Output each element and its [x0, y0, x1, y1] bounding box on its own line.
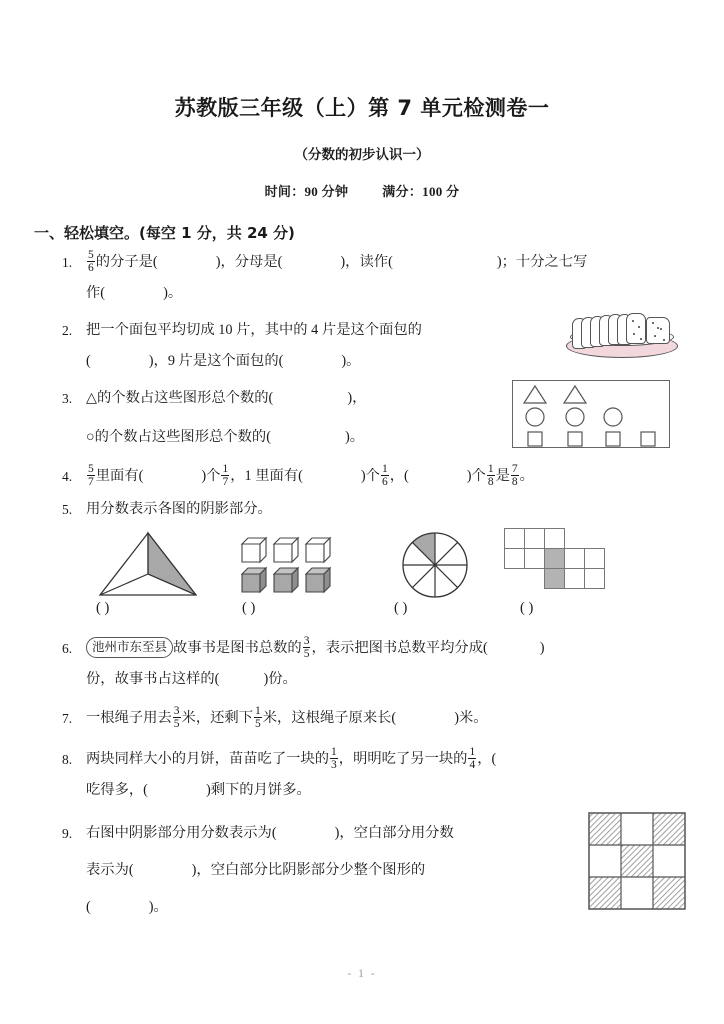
- checkerboard-svg: [588, 812, 686, 910]
- question-8: [62, 744, 724, 806]
- q2-text-2: (: [86, 353, 91, 370]
- staircase-grid: [486, 528, 604, 598]
- q8-text-2: ，明明吃了另一块的: [338, 751, 468, 768]
- q5-text-1: 用分数表示各图的阴影部分。: [86, 501, 272, 518]
- q7-text-2: 米，还剩下: [181, 710, 254, 727]
- q4-text-3: ，1 里面有(: [230, 468, 303, 485]
- q4-text-1: 里面有(: [95, 468, 144, 485]
- shaded-cell: [653, 813, 685, 845]
- q6-text-1: 故事书是图书总数的: [173, 640, 302, 657]
- q4-text-2: )个: [201, 468, 221, 485]
- q9-text-5: (: [86, 899, 91, 916]
- q8-text-1: 两块同样大小的月饼，苗苗吃了一块的: [86, 751, 330, 768]
- q5-grid-figure: [486, 528, 604, 598]
- question-7: [62, 703, 724, 734]
- fraction-1-7: $\frac{1}{7}$: [222, 463, 229, 489]
- grid-cell: [564, 548, 585, 569]
- question-9-number: 9.: [62, 826, 73, 842]
- grid-cell-shaded: [544, 548, 565, 569]
- city-tag: 池州市东至县: [86, 637, 173, 658]
- q5-answer-3[interactable]: ( ): [394, 600, 408, 616]
- fraction-1-6: $\frac{1}{6}$: [381, 463, 388, 489]
- question-7-number: 7.: [62, 711, 73, 727]
- question-6: [62, 633, 724, 695]
- triangle-thirds-svg: [96, 530, 200, 600]
- q9-text-6: )。: [148, 899, 168, 916]
- bread-slice-cut: [646, 317, 670, 344]
- triangle-icon: [564, 386, 586, 403]
- question-5: [62, 494, 724, 525]
- circle-icon: [566, 408, 584, 426]
- q9-text-1: 右图中阴影部分用分数表示为(: [86, 825, 277, 842]
- shapes-count-figure: [512, 380, 670, 448]
- q9-checker-figure: [588, 812, 686, 915]
- q1-text-5: 作(: [86, 285, 106, 302]
- q3-text-1: △的个数占这些图形总个数的(: [86, 390, 274, 407]
- q4-text-4: )个: [360, 468, 380, 485]
- cube-white: [274, 538, 298, 562]
- triangle-icon: [524, 386, 546, 403]
- shaded-sector: [412, 533, 435, 565]
- q4-text-7: 是: [495, 468, 510, 485]
- square-icon: [528, 432, 542, 446]
- grid-cell: [504, 548, 525, 569]
- q4-text-5: ，(: [389, 468, 409, 485]
- q5-triangle-figure: [96, 530, 200, 605]
- grid-cell: [524, 528, 545, 549]
- q7-text-1: 一根绳子用去: [86, 710, 172, 727]
- question-1-number: 1.: [62, 255, 73, 271]
- shaded-cell: [653, 877, 685, 909]
- q2-text-4: )。: [341, 353, 361, 370]
- six-cubes-svg: [240, 532, 344, 596]
- grid-cell: [524, 548, 545, 569]
- shaded-cell: [589, 813, 621, 845]
- fraction-1-8: $\frac{1}{8}$: [487, 463, 494, 489]
- cube-white: [242, 538, 266, 562]
- grid-cell: [564, 568, 585, 589]
- shapes-svg: [513, 381, 671, 449]
- page-title: 苏教版三年级（上）第 7 单元检测卷一: [174, 96, 550, 120]
- question-6-number: 6.: [62, 641, 73, 657]
- cube-shaded: [306, 568, 330, 592]
- grid-cell: [584, 548, 605, 569]
- fraction-5-7: $\frac{5}{7}$: [88, 463, 94, 489]
- q6-text-3: ): [539, 640, 545, 657]
- q5-pie-figure: [398, 528, 472, 607]
- grid-cell-shaded: [544, 568, 565, 589]
- q4-text-8: 。: [519, 468, 534, 485]
- fraction-1-3: $\frac{1}{3}$: [331, 746, 337, 772]
- grid-cell: [544, 528, 565, 549]
- fraction-7-8: $\frac{7}{8}$: [511, 463, 518, 489]
- q8-text-5: )剩下的月饼多。: [205, 782, 311, 799]
- shaded-cell: [621, 845, 653, 877]
- cube-shaded: [242, 568, 266, 592]
- q1-text-2: )，分母是(: [215, 254, 283, 271]
- shapes-box: [512, 380, 670, 448]
- q6-text-4: 份，故事书占这样的(: [86, 671, 220, 688]
- q3-text-4: )。: [344, 429, 365, 446]
- question-3-number: 3.: [62, 391, 73, 407]
- question-4: [62, 461, 724, 492]
- q2-text-1: 把一个面包平均切成 10 片，其中的 4 片是这个面包的: [86, 322, 422, 339]
- q9-text-4: )，空白部分比阴影部分少整个图形的: [191, 862, 426, 879]
- question-1: [62, 247, 724, 309]
- section-heading: 一、轻松填空。(每空 1 分，共 24 分): [34, 224, 295, 243]
- shaded-cell: [589, 877, 621, 909]
- circle-icon: [526, 408, 544, 426]
- q2-text-3: )，9 片是这个面包的(: [148, 353, 284, 370]
- q6-text-5: )份。: [263, 671, 297, 688]
- q4-text-6: )个: [466, 468, 486, 485]
- q7-text-3: 米，这根绳子原来长(: [262, 710, 397, 727]
- fraction-3-5: $\frac{3}{5}$: [173, 705, 180, 731]
- q5-answer-4[interactable]: ( ): [520, 600, 534, 616]
- page-number: - 1 -: [347, 968, 377, 980]
- fraction-5-6: $\frac{5}{6}$: [88, 249, 94, 275]
- square-icon: [641, 432, 655, 446]
- q8-text-4: 吃得多，(: [86, 782, 148, 799]
- q9-text-3: 表示为(: [86, 862, 134, 879]
- q3-text-3: ○的个数占这些图形总个数的(: [86, 429, 271, 446]
- question-8-number: 8.: [62, 752, 73, 768]
- grid-cell: [504, 528, 525, 549]
- square-icon: [606, 432, 620, 446]
- cube-white: [306, 538, 330, 562]
- q5-cubes-figure: [240, 532, 344, 601]
- bread-figure: [566, 306, 686, 368]
- bread-slice: [626, 313, 646, 344]
- question-4-number: 4.: [62, 469, 73, 485]
- pie-eighths-svg: [398, 528, 472, 602]
- question-5-number: 5.: [62, 502, 73, 518]
- q5-answer-1[interactable]: ( ): [96, 600, 110, 616]
- page-subtitle: （分数的初步认识一）: [294, 147, 430, 164]
- q1-text-1: 的分子是(: [95, 254, 158, 271]
- square-icon: [568, 432, 582, 446]
- q1-text-3: )，读作(: [340, 254, 393, 271]
- fraction-3-5: $\frac{3}{5}$: [303, 635, 310, 661]
- fraction-1-4: $\frac{1}{4}$: [469, 746, 476, 772]
- q5-answer-2[interactable]: ( ): [242, 600, 256, 616]
- question-2-number: 2.: [62, 323, 73, 339]
- circle-icon: [604, 408, 622, 426]
- q1-text-4: )；十分之七写: [496, 254, 588, 271]
- q9-text-2: )，空白部分用分数: [334, 825, 454, 842]
- q3-text-2: )，: [347, 390, 367, 407]
- grid-cell: [584, 568, 605, 589]
- q8-text-3: ，(: [477, 751, 497, 768]
- q7-text-4: )米。: [454, 710, 488, 727]
- score-label: 满分：100 分: [382, 184, 460, 200]
- time-label: 时间：90 分钟: [264, 184, 349, 200]
- exam-meta: [0, 163, 724, 200]
- q6-text-2: ，表示把图书总数平均分成(: [311, 640, 488, 657]
- fraction-1-5: $\frac{1}{5}$: [255, 705, 261, 731]
- cube-shaded: [274, 568, 298, 592]
- q1-text-6: )。: [163, 285, 183, 302]
